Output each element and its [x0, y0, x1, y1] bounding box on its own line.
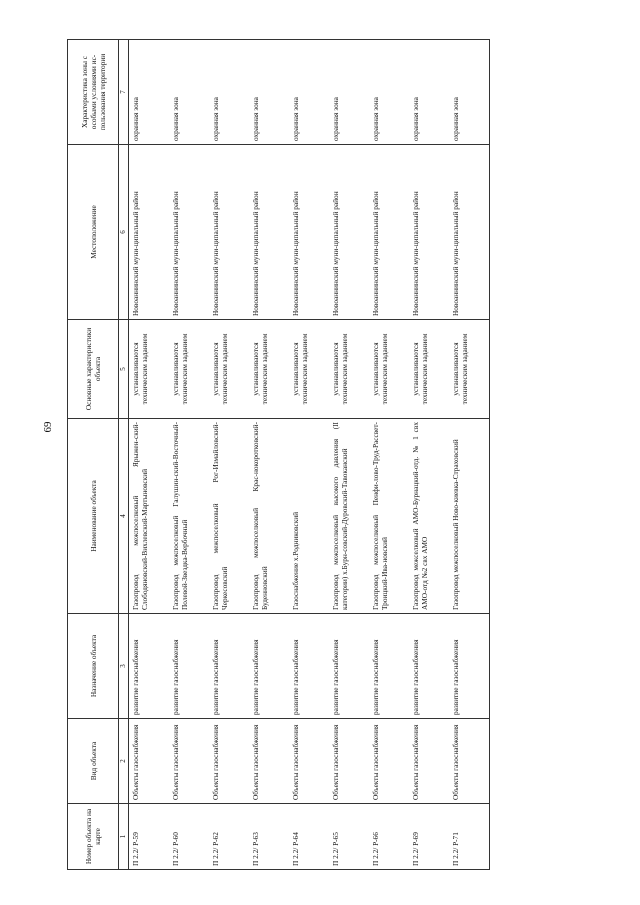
cell-name: Газопровод межпоселковый Рог-Измайловский-Черкесовский	[209, 419, 249, 614]
table-row	[289, 40, 329, 870]
cell-type: Объекты газоснабжения	[169, 719, 209, 804]
cell-number: П 2.2/ Р-64	[289, 804, 329, 870]
cell-zone: охранная зона	[169, 40, 209, 145]
cell-number: П 2.2/ Р-65	[329, 804, 369, 870]
cell-name: Газопровод межпоселковый Ново-киевка-Страховский	[449, 419, 490, 614]
cell-type: Объекты газоснабжения	[129, 719, 170, 804]
cell-purpose: развитие газоснабжения	[329, 614, 369, 719]
cell-location: Новоаннинский муни-ципальный район	[329, 145, 369, 320]
cell-characteristics: устанавливаются техническим заданием	[409, 320, 449, 419]
cell-type: Объекты газоснабжения	[369, 719, 409, 804]
cell-characteristics: устанавливаются техническим заданием	[289, 320, 329, 419]
cell-purpose: развитие газоснабжения	[409, 614, 449, 719]
cell-type: Объекты газоснабжения	[249, 719, 289, 804]
cell-name: Газоснабжение х.Родниковский	[289, 419, 329, 614]
column-number: 6	[119, 145, 129, 320]
cell-characteristics: устанавливаются техническим заданием	[209, 320, 249, 419]
cell-purpose: развитие газоснабжения	[209, 614, 249, 719]
rotated-table-container	[67, 40, 617, 870]
cell-number: П 2.2/ Р-60	[169, 804, 209, 870]
cell-purpose: развитие газоснабжения	[289, 614, 329, 719]
cell-location: Новоаннинский муни-ципальный район	[249, 145, 289, 320]
cell-number: П 2.2/ Р-59	[129, 804, 170, 870]
header-name: Наименование объекта	[68, 419, 119, 614]
cell-type: Объекты газоснабжения	[289, 719, 329, 804]
cell-characteristics: устанавливаются техническим заданием	[169, 320, 209, 419]
column-number: 2	[119, 719, 129, 804]
cell-zone: охранная зона	[289, 40, 329, 145]
table-row	[369, 40, 409, 870]
header-zone: Характеристика зоны с особыми условиями ис-пользования территории	[68, 40, 119, 145]
cell-zone: охранная зона	[329, 40, 369, 145]
page-number: 69	[42, 421, 54, 433]
header-number: Номер объекта на карте	[68, 804, 119, 870]
column-number: 4	[119, 419, 129, 614]
cell-name: Газопровод межпоселковый Ярыжен-ский-Слободяновский-Вихлевский-Мартыновский	[129, 419, 170, 614]
cell-zone: охранная зона	[449, 40, 490, 145]
cell-type: Объекты газоснабжения	[449, 719, 490, 804]
header-purpose: Назначение объекта	[68, 614, 119, 719]
cell-purpose: развитие газоснабжения	[449, 614, 490, 719]
column-number: 5	[119, 320, 129, 419]
cell-location: Новоаннинский муни-ципальный район	[209, 145, 249, 320]
cell-name: Газопровод межселковый АМО-Бурнацкий-отд. № 1 свх АМО-отд №2 свх АМО	[409, 419, 449, 614]
cell-zone: охранная зона	[209, 40, 249, 145]
cell-zone: охранная зона	[409, 40, 449, 145]
cell-location: Новоаннинский муни-ципальный район	[409, 145, 449, 320]
header-type: Вид объекта	[68, 719, 119, 804]
cell-purpose: развитие газоснабжения	[369, 614, 409, 719]
table-row	[209, 40, 249, 870]
cell-type: Объекты газоснабжения	[329, 719, 369, 804]
column-number: 1	[119, 804, 129, 870]
cell-number: П 2.2/ Р-63	[249, 804, 289, 870]
cell-purpose: развитие газоснабжения	[169, 614, 209, 719]
cell-location: Новоаннинский муни-ципальный район	[289, 145, 329, 320]
table-header-row	[68, 40, 119, 870]
cell-zone: охранная зона	[249, 40, 289, 145]
cell-name: Газопровод межпоселковый высокого давления (II категории) х.Бурн-совский-Дуровский-Тавоканский	[329, 419, 369, 614]
cell-characteristics: устанавливаются техническим заданием	[449, 320, 490, 419]
cell-purpose: развитие газоснабжения	[249, 614, 289, 719]
cell-number: П 2.2/ Р-71	[449, 804, 490, 870]
cell-number: П 2.2/ Р-69	[409, 804, 449, 870]
cell-name: Газопровод межпоселковый Галушин-ский-Восточный-Полевой-Звездка-Вербочный	[169, 419, 209, 614]
cell-purpose: развитие газоснабжения	[129, 614, 170, 719]
cell-location: Новоаннинский муни-ципальный район	[129, 145, 170, 320]
cell-zone: охранная зона	[369, 40, 409, 145]
column-number: 3	[119, 614, 129, 719]
cell-zone: охранная зона	[129, 40, 170, 145]
cell-characteristics: устанавливаются техническим заданием	[249, 320, 289, 419]
cell-characteristics: устанавливаются техническим заданием	[329, 320, 369, 419]
cell-number: П 2.2/ Р-66	[369, 804, 409, 870]
cell-location: Новоаннинский муни-ципальный район	[169, 145, 209, 320]
column-number: 7	[119, 40, 129, 145]
cell-name: Газопровод межпоселковый Крас-нокоротковский-Буденновский	[249, 419, 289, 614]
header-characteristics: Основные характеристики объекта	[68, 320, 119, 419]
cell-type: Объекты газоснабжения	[409, 719, 449, 804]
objects-table	[67, 39, 490, 870]
table-row	[329, 40, 369, 870]
cell-type: Объекты газоснабжения	[209, 719, 249, 804]
cell-number: П 2.2/ Р-62	[209, 804, 249, 870]
table-row	[249, 40, 289, 870]
header-location: Местоположение	[68, 145, 119, 320]
table-row	[129, 40, 170, 870]
cell-name: Газопровод межпоселковый Пенфи-лово-Труд-Рассвет-Троицкий-Ива-новский	[369, 419, 409, 614]
table-row	[409, 40, 449, 870]
cell-location: Новоаннинский муни-ципальный район	[369, 145, 409, 320]
table-row	[169, 40, 209, 870]
cell-characteristics: устанавливаются техническим заданием	[369, 320, 409, 419]
cell-location: Новоаннинский муни-ципальный район	[449, 145, 490, 320]
table-row	[449, 40, 490, 870]
column-number-row	[119, 40, 129, 870]
cell-characteristics: устанавливаются техническим заданием	[129, 320, 170, 419]
